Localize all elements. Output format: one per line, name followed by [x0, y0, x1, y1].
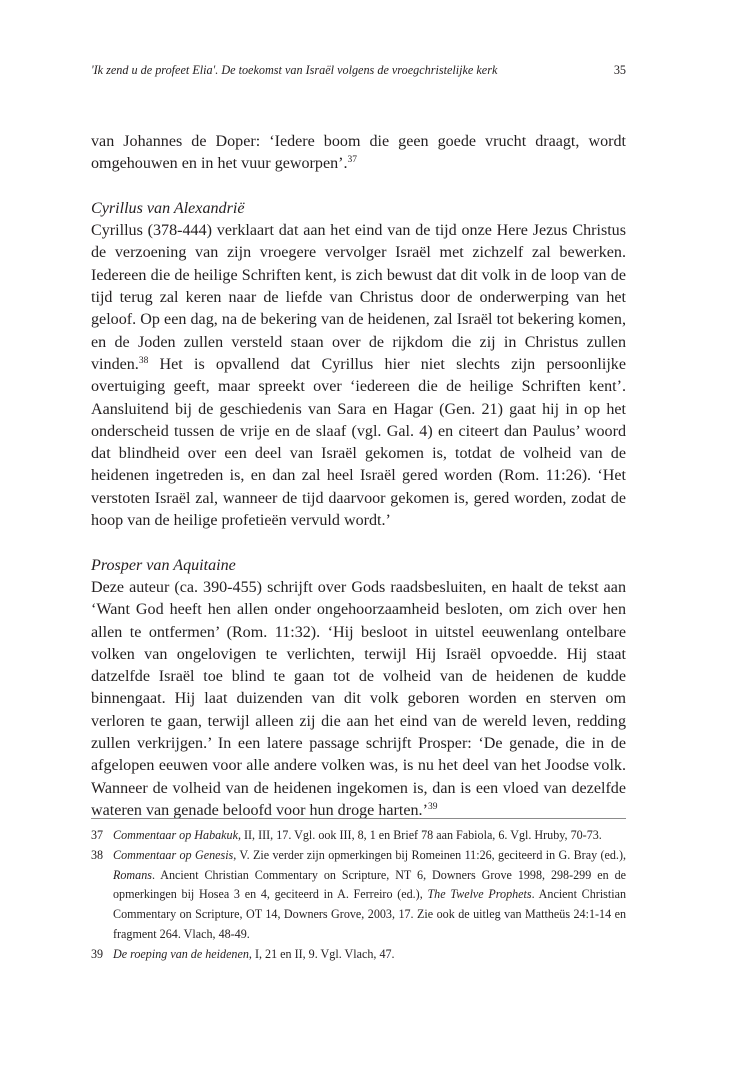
footnote-text: . Ancient Christian Commentary on Scripture, OT 14, Downers Grove, 2003, 17. Zie ook de uitleg van Mattheüs 24:1-14 en fragment 264. Vlach, 48-49. [113, 887, 627, 941]
cyrillus-text-b: Het is opvallend dat Cyrillus hier niet slechts zijn persoonlijke overtuiging geeft, maar spreekt over ‘iedereen die de heilige Schriften kent’. Aansluitend bij de geschiedenis van Sara en Hagar (Gen. 21) gaat hij in op het onderscheid tussen de vrije en de slaaf (vgl. Gal. 4) en citeert dan Paulus’ woord dat blindheid over een deel van Israël gekomen is, totdat de volheid van de heidenen ingetreden is, en dan zal heel Israël gered worden (Rom. 11:26). ‘Het verstoten Israël zal, wanneer de tijd daarvoor gekomen is, gered worden, zodat de hoop van de heilige profetieën vervuld wordt.’ [91, 355, 626, 530]
footnote-38 [91, 846, 626, 945]
footnote-work-title: Commentaar op Genesis [113, 847, 234, 862]
paragraph-gap [91, 532, 626, 554]
footnote-number: 38 [91, 847, 104, 862]
footnote-text: , I, 21 en II, 9. Vgl. Vlach, 47. [248, 946, 395, 961]
running-head-title: 'Ik zend u de profeet Elia'. De toekomst van Israël volgens de vroegchristelijke kerk [91, 63, 498, 77]
cyrillus-paragraph [91, 220, 626, 532]
page-number: 35 [613, 63, 626, 77]
footnote-number: 37 [91, 828, 104, 842]
footnote-ref-37: 37 [347, 155, 358, 166]
footnote-number: 39 [91, 946, 104, 961]
footnote-divider [91, 818, 626, 819]
footnote-ref-38: 38 [138, 355, 149, 366]
footnote-work-title: Commentaar op Habakuk [113, 828, 238, 842]
footnote-ref-39: 39 [427, 801, 438, 812]
prosper-text: Deze auteur (ca. 390-455) schrijft over Gods raadsbesluiten, en haalt de tekst aan ‘Want God heeft hen allen onder ongehoorzaamheid besloten, om zich over hen allen te ontfermen’ (Rom. 11:32). ‘Hij besloot in uitstel eeuwenlang ontelbare volken van ongelovigen te verlichten, terwijl Hij Israël opvoedde. Hij staat datzelfde Israël toe blind te gaan tot de volheid van de heidenen de kudde binnengaat. Hij laat duizenden van dit volk geboren worden en sterven om verloren te gaan, terwijl alleen zij die aan het eind van de wereld leven, redding zullen verkrijgen.’ In een latere passage schrijft Prosper: ‘De genade, die in de afgelopen eeuwen voor alle andere volken was, is nu het deel van het Joodse volk. Wanneer de volheid van de heidenen ingekomen is, dan is een vloed van dezelfde wateren van genade beloofd voor hun droge harten.’ [91, 578, 626, 819]
running-head [91, 63, 626, 78]
intro-text: van Johannes de Doper: ‘Iedere boom die geen goede vrucht draagt, wordt omgehouwen en in het vuur geworpen’. [91, 133, 626, 173]
footnote-work-title: De roeping van de heidenen [113, 946, 249, 961]
footnote-work-title: The Twelve Prophets [427, 887, 532, 902]
footnote-39 [91, 945, 626, 965]
footnotes [91, 826, 626, 965]
main-text [91, 131, 626, 822]
footnote-37 [91, 826, 626, 846]
section-heading-cyrillus: Cyrillus van Alexandrië [91, 199, 245, 217]
prosper-paragraph [91, 577, 626, 822]
footnote-text: , V. Zie verder zijn opmerkingen bij Romeinen 11:26, geciteerd in G. Bray (ed.), [233, 847, 626, 862]
footnote-text: , II, III, 17. Vgl. ook III, 8, 1 en Brief 78 aan Fabiola, 6. Vgl. Hruby, 70-73. [237, 828, 602, 842]
paragraph-gap [91, 176, 626, 198]
cyrillus-text-a: Cyrillus (378-444) verklaart dat aan het eind van de tijd onze Here Jezus Christus de verzoening van zijn vroegere vervolger Israël met zichzelf zal bewerken. Iedereen die de heilige Schriften kent, is zich bewust dat dit volk in de loop van de tijd terug zal keren naar de liefde van Christus door de onderwerping van het geloof. Op een dag, na de bekering van de heidenen, zal Israël tot bekering komen, en de Joden zullen versteld staan over de rijkdom die zij in Christus zullen vinden. [91, 222, 626, 373]
footnote-text: . Ancient Christian Commentary on Scripture, NT 6, Downers Grove 1998, 298-299 en de opmerkingen bij Hosea 3 en 4, geciteerd in A. Ferreiro (ed.), [113, 867, 626, 902]
section-heading-prosper: Prosper van Aquitaine [91, 556, 236, 574]
footnote-work-title: Romans [113, 867, 152, 882]
intro-paragraph [91, 131, 626, 176]
